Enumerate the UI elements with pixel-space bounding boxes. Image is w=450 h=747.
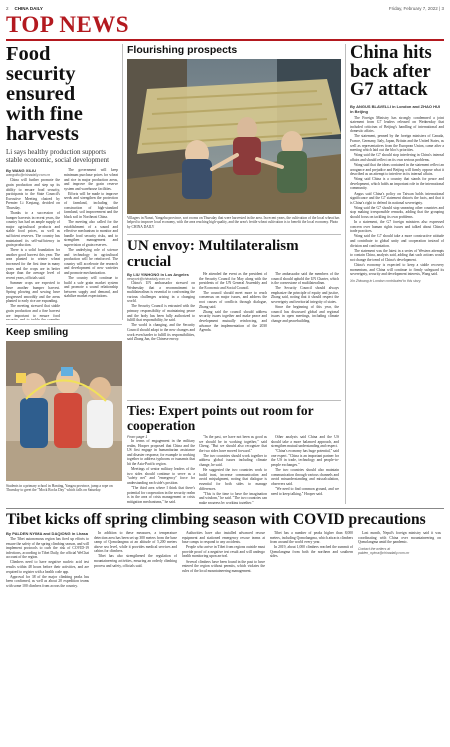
flourishing-photo-story bbox=[127, 44, 341, 234]
china-g7-article bbox=[350, 44, 444, 504]
un-byline: By LIU YINHONG in Los Angeles bbox=[127, 272, 189, 277]
ties-paragraph: "The third area where I think that there's potential for cooperation in the security realm is in the area of crisis management or crisis mitigation mechanisms," he said. bbox=[127, 485, 195, 504]
food-paragraph: The government will keep minimum purchase prices for wheat and rice in major production areas, and improve the grain reserve system and warehouse facilities. bbox=[64, 168, 118, 191]
un-paragraph: China's UN ambassador stressed on Wednesday that a recommitment to multilateralism is essential to confronting the various challenges arising in a changing world. bbox=[127, 281, 195, 304]
ties-paragraph: The two countries should also maintain communication through various channels and avoid misunderstanding and miscalculation, observers said. bbox=[271, 468, 339, 486]
tibet-paragraph: In 2019, about 1,000 climbers reached the summit of Qomolangma from both the northern and southern sides. bbox=[270, 545, 353, 559]
un-paragraph: Since the beginning of this year, the council has discussed global and regional issues in open meetings, including climate change and peacebuilding. bbox=[271, 305, 339, 323]
food-paragraph: Summer crops are expected to have another bumper harvest. Spring plowing and sowing have progressed smoothly and the areas planted to early rice are expanding. bbox=[6, 280, 60, 304]
food-headline: Food security ensured with fine harvests bbox=[6, 44, 83, 146]
tibet-paragraph: Tibet has also strengthened the regulation of mountaineering activities, ensuring an orderly climbing process and safety, officials said. bbox=[94, 554, 177, 568]
page-number: 2 bbox=[6, 5, 9, 11]
food-body-col1 bbox=[6, 178, 60, 320]
tibet-climbing-article bbox=[6, 511, 444, 741]
g7-contact: Xin Zhiwang in London contributed to this story. bbox=[350, 278, 422, 283]
g7-paragraph: Angus said China's policy on Taiwan holds international significance and the G7 statement distorts the facts, and that it is China's right to defend its national sovereignty. bbox=[350, 191, 444, 205]
un-body-col2 bbox=[199, 272, 267, 342]
section-divider bbox=[127, 400, 341, 401]
food-paragraph: The meeting also called for the establishment of a sound and effective mechanism to monitor and handle food security risks, and to strengthen management and supervision of grain reserves. bbox=[64, 219, 118, 247]
un-multilateralism-article bbox=[127, 238, 341, 396]
section-divider bbox=[6, 508, 444, 509]
g7-paragraph: Wang said the G7 should take a more constructive attitude and contribute to global unity and cooperation instead of division and confrontation. bbox=[350, 234, 444, 248]
ties-headline: Ties: Expert points out room for cooperation bbox=[127, 403, 314, 433]
ties-article bbox=[127, 403, 341, 504]
ties-paragraph: Other analysts said China and the US should take a more balanced approach, and strengthen mutual understanding and respect. bbox=[271, 435, 339, 449]
g7-paragraph: Wang said China is a country that stands for peace and development, which holds an important role in the international community. bbox=[350, 177, 444, 191]
g7-paragraph: Wang said the G7 should stop smearing other countries and stop making irresponsible remarks, adding that the grouping should focus on tackling its own problems. bbox=[350, 205, 444, 219]
un-paragraph: The world is changing, and the Security Council should adapt to the new changes and work even harder to fulfill its responsibilities, said Zhang Jun, the Chinese envoy. bbox=[127, 323, 195, 342]
ties-paragraph: "We need to find common ground, and we need to keep talking," Hooper said. bbox=[271, 487, 339, 496]
food-byline: By WANG XILIU bbox=[6, 168, 37, 174]
ties-paragraph: Meetings of senior military leaders of the two sides should continue to serve as a "safety net" and "emergency" force for understanding each side's position. bbox=[127, 467, 195, 485]
tibet-paragraph: Climbers need to have negative nucleic acid test results within 48 hours before their activities, and are required to register with a health code app. bbox=[6, 560, 89, 574]
section-title: TOP NEWS bbox=[6, 12, 130, 37]
ties-paragraph: He suggested the two countries work to build trust, increase communication and avoid misjudgment, noting that dialogue is essential for both sides to manage differences. bbox=[199, 468, 267, 491]
un-paragraph: Zhang said the council should address security issues together and make peace and development mutually reinforcing, and advance the implementation of the 2030 Agenda. bbox=[199, 309, 267, 333]
tibet-paragraph: In addition to these measures, a temperature detection area has been set up 300 meters from the base camp of Qomolangma at an altitude of 5,200 meters above sea level, while it provides medical services and cabins for climbers. bbox=[94, 531, 177, 554]
tibet-body-col2 bbox=[94, 531, 177, 589]
tibet-body-col3 bbox=[182, 531, 265, 589]
food-paragraph: Thanks to a succession of bumper harvests in recent years, the country has had an ample supply of major agricultural products and stable food prices, as well as sufficient reserves. The country has maintained its self-sufficiency in grain production. bbox=[6, 211, 60, 248]
tibet-paragraph: Authorities have also installed advanced rescue equipment and stationed emergency rescue teams at base camps to respond to any accidents. bbox=[182, 531, 265, 545]
un-body-col3 bbox=[271, 272, 339, 342]
food-security-article bbox=[6, 44, 118, 320]
food-paragraph: China will further promote the grain production and step up its ability to ensure food security, participants to the State Council's Executive Meeting chaired by Premier Li Keqiang, decided on Thursday. bbox=[6, 178, 60, 210]
un-body-col1 bbox=[127, 281, 195, 342]
food-deck: Li says healthy production supports stable economic, social development bbox=[6, 148, 110, 165]
food-body-col2 bbox=[64, 168, 118, 320]
ties-body-col2 bbox=[199, 435, 267, 504]
g7-paragraph: China's economy is expected to keep a stable recovery momentum, and China will continue to firmly safeguard its sovereignty, security and development interests, Wang said. bbox=[350, 262, 444, 277]
ties-paragraph: The two countries should work together to address global issues including climate change, he said. bbox=[199, 453, 267, 468]
tibet-body-col5 bbox=[358, 531, 441, 545]
students-photo bbox=[6, 341, 122, 481]
un-paragraph: The ambassador said the members of the council should uphold the UN Charter, which is the cornerstone of multilateralism. bbox=[271, 272, 339, 286]
food-paragraph: The underlying role of science and technology in agricultural production will be reinforced. The country will accelerate the research and development of new varieties and promote mechanization. bbox=[64, 247, 118, 275]
food-paragraph: The country will continue to build a safe grain market system and promote a sound relationship between supply and demand, and stabilize market expectations. bbox=[64, 276, 118, 299]
tibet-paragraph: Last month, Nepal's foreign ministry said it was coordinating with China over mountaineering on Qomolangma amid the pandemic. bbox=[358, 531, 441, 545]
food-email: wangxiliu@chinadaily.com.cn bbox=[6, 173, 51, 178]
g7-body bbox=[350, 116, 444, 277]
g7-paragraph: In a statement, the G7 foreign ministers also expressed concern over human rights issues and talked about China's trade practices. bbox=[350, 220, 444, 234]
section-divider bbox=[127, 234, 341, 235]
un-paragraph: He attended the event as the president of the Security Council for May along with the presidents of the UN General Assembly and the Economic and Social Council. bbox=[199, 272, 267, 290]
tibet-paragraph: People who arrive in Tibet from regions outside must provide proof of a negative test result and will undergo health monitoring upon arrival. bbox=[182, 545, 265, 559]
ties-body-col1 bbox=[127, 439, 195, 504]
tibet-paragraph: Approval for 38 of the major climbing peaks has been confirmed, as well as about 20 expedition teams with some 100 climbers from across the country. bbox=[6, 574, 89, 588]
g7-byline: By ANGUS BLAVELLI in London and ZHAO HUI in Beijing bbox=[350, 103, 440, 114]
ties-paragraph: In terms of engagement in the military realm, Hooper proposed that China and the US first engage in humanitarian assistance and disaster response, for example to working together to address typhoons or tsunamis that hit the Asia-Pacific region. bbox=[127, 439, 195, 466]
g7-paragraph: Wang said that the ideas contained in the statement reflect an arrogance and prejudice and Beijing will firmly oppose what it described as an attempt to interfere in its internal affairs. bbox=[350, 162, 444, 177]
un-email: newyork@chinadaily.com.cn bbox=[127, 277, 170, 281]
ties-paragraph: "China's economy has huge potential," said one expert. "China is an important partner for the US in trade, technology and people-to-people exchanges." bbox=[271, 449, 339, 468]
ties-paragraph: "This is the time to have the imagination and wisdom," he said. "The two countries can make progress by working together." bbox=[199, 491, 267, 504]
masthead-brand: CHINA DAILY bbox=[14, 5, 43, 11]
ties-paragraph: "In the past, we have not been as good as we should be in working together," said Cheng. "But we should also recognize that the two sides have moved forward." bbox=[199, 435, 267, 453]
photo-label: Flourishing prospects bbox=[127, 44, 238, 56]
tibet-paragraph: The Tibet autonomous region has fired up efforts to ensure the safety of the spring climbing season, and will implement protocols to curb the risk of COVID-19 infections, according to Tibet Daily, the official WeChat account of the region. bbox=[6, 537, 89, 560]
section-divider bbox=[6, 324, 122, 325]
tibet-headline: Tibet kicks off spring climbing season with COVID precautions bbox=[6, 511, 426, 528]
food-paragraph: Efforts will be made to improve seeds and strengthen the protection of farmland, including the construction of high-standard farmland, soil improvement and the black soil in Northeast China. bbox=[64, 191, 118, 219]
tibet-body-col1 bbox=[6, 537, 89, 589]
food-paragraph: The meeting stressed that stable grain production and a fine harvest are important to ensure food bbox=[6, 304, 60, 318]
tibet-paragraph: Tibet has a number of peaks higher than 8,000 meters, including Qomolangma, which attracts climbers from around the world every year. bbox=[270, 531, 353, 545]
tibet-byline: By PALDEN NYIMA and DAQIONG in Lhasa bbox=[6, 531, 89, 536]
ties-from-page: From page 1 bbox=[127, 435, 148, 439]
un-paragraph: The Security Council is entrusted with the primary responsibility of maintaining peace and the body has been fully authorized to fulfill that responsibility, he said. bbox=[127, 304, 195, 323]
g7-paragraph: The statement was the latest in a series of Western attempts to contain China, analysts said, adding that such actions would not change the trend of China's development. bbox=[350, 248, 444, 262]
page-header-bar bbox=[6, 4, 444, 12]
g7-paragraph: The Foreign Ministry has strongly condemned a joint statement from G7 leaders released on Wednesday that included criticism of Beijing's handling of international and domestic affairs. bbox=[350, 115, 444, 134]
ties-body-col3 bbox=[271, 435, 339, 504]
keep-smiling-label: Keep smiling bbox=[6, 327, 69, 338]
g7-paragraph: Wang said the G7 should stop interfering in China's internal affairs and should reflect on its own serious problems. bbox=[350, 153, 444, 162]
harvest-photo bbox=[127, 59, 341, 214]
un-paragraph: The Security Council should always emphasize the principle of equity and justice, Zhang said, noting that it should respect the sovereignty and territorial integrity of states. bbox=[271, 286, 339, 305]
keep-smiling-photo-story bbox=[6, 327, 122, 504]
g7-headline: China hits back after G7 attack bbox=[350, 44, 432, 100]
section-rule bbox=[6, 39, 444, 41]
un-headline: UN envoy: Multilateralism crucial bbox=[127, 238, 299, 270]
tibet-body-col4 bbox=[270, 531, 353, 589]
column-divider bbox=[345, 44, 346, 504]
g7-paragraph: The statement, penned by the foreign ministers of Canada, France, Germany, Italy, Japan, Britain and the United States, as well as representatives from the European Union, came after a meeting which laid out the bloc's priorities. bbox=[350, 134, 444, 153]
students-caption: Students in a primary school in Hanting, Yangzu province, jump a rope on Thursday to greet the "Mock Rocks Day" which falls on Saturday. bbox=[6, 484, 113, 493]
tibet-paragraph: Several climbers have been found in the past to have entered the region without permits, which violates the rules of the local mountaineering management. bbox=[182, 559, 265, 573]
tibet-contact: Contact the writers at palden_nyima@chinadaily.com.cn bbox=[358, 546, 410, 555]
dateline: Friday, February 7, 2022 | 3 bbox=[388, 5, 444, 11]
column-divider bbox=[122, 44, 123, 320]
food-paragraph: There is a solid foundation for another good harvest this year. The area planted to winter wheat increased for the first time in many years and the crops are in better shape than the average level of recent years, officials said. bbox=[6, 248, 60, 280]
photo-caption: Villagers in Nanxi, Yangzhu province, sort rooms on Thursday that were harvested in the area. In recent years, the cultivation of the local wheat has helped to improve local economy, with the area reaching high-quality, and the area's fertile wheat cultivation is to benefit the local economy. Photo by CHINA DAILY bbox=[127, 216, 340, 229]
un-paragraph: The council should meet more to reach consensus on major issues, and address the root causes of conflicts through dialogue, Zhang said. bbox=[199, 290, 267, 309]
